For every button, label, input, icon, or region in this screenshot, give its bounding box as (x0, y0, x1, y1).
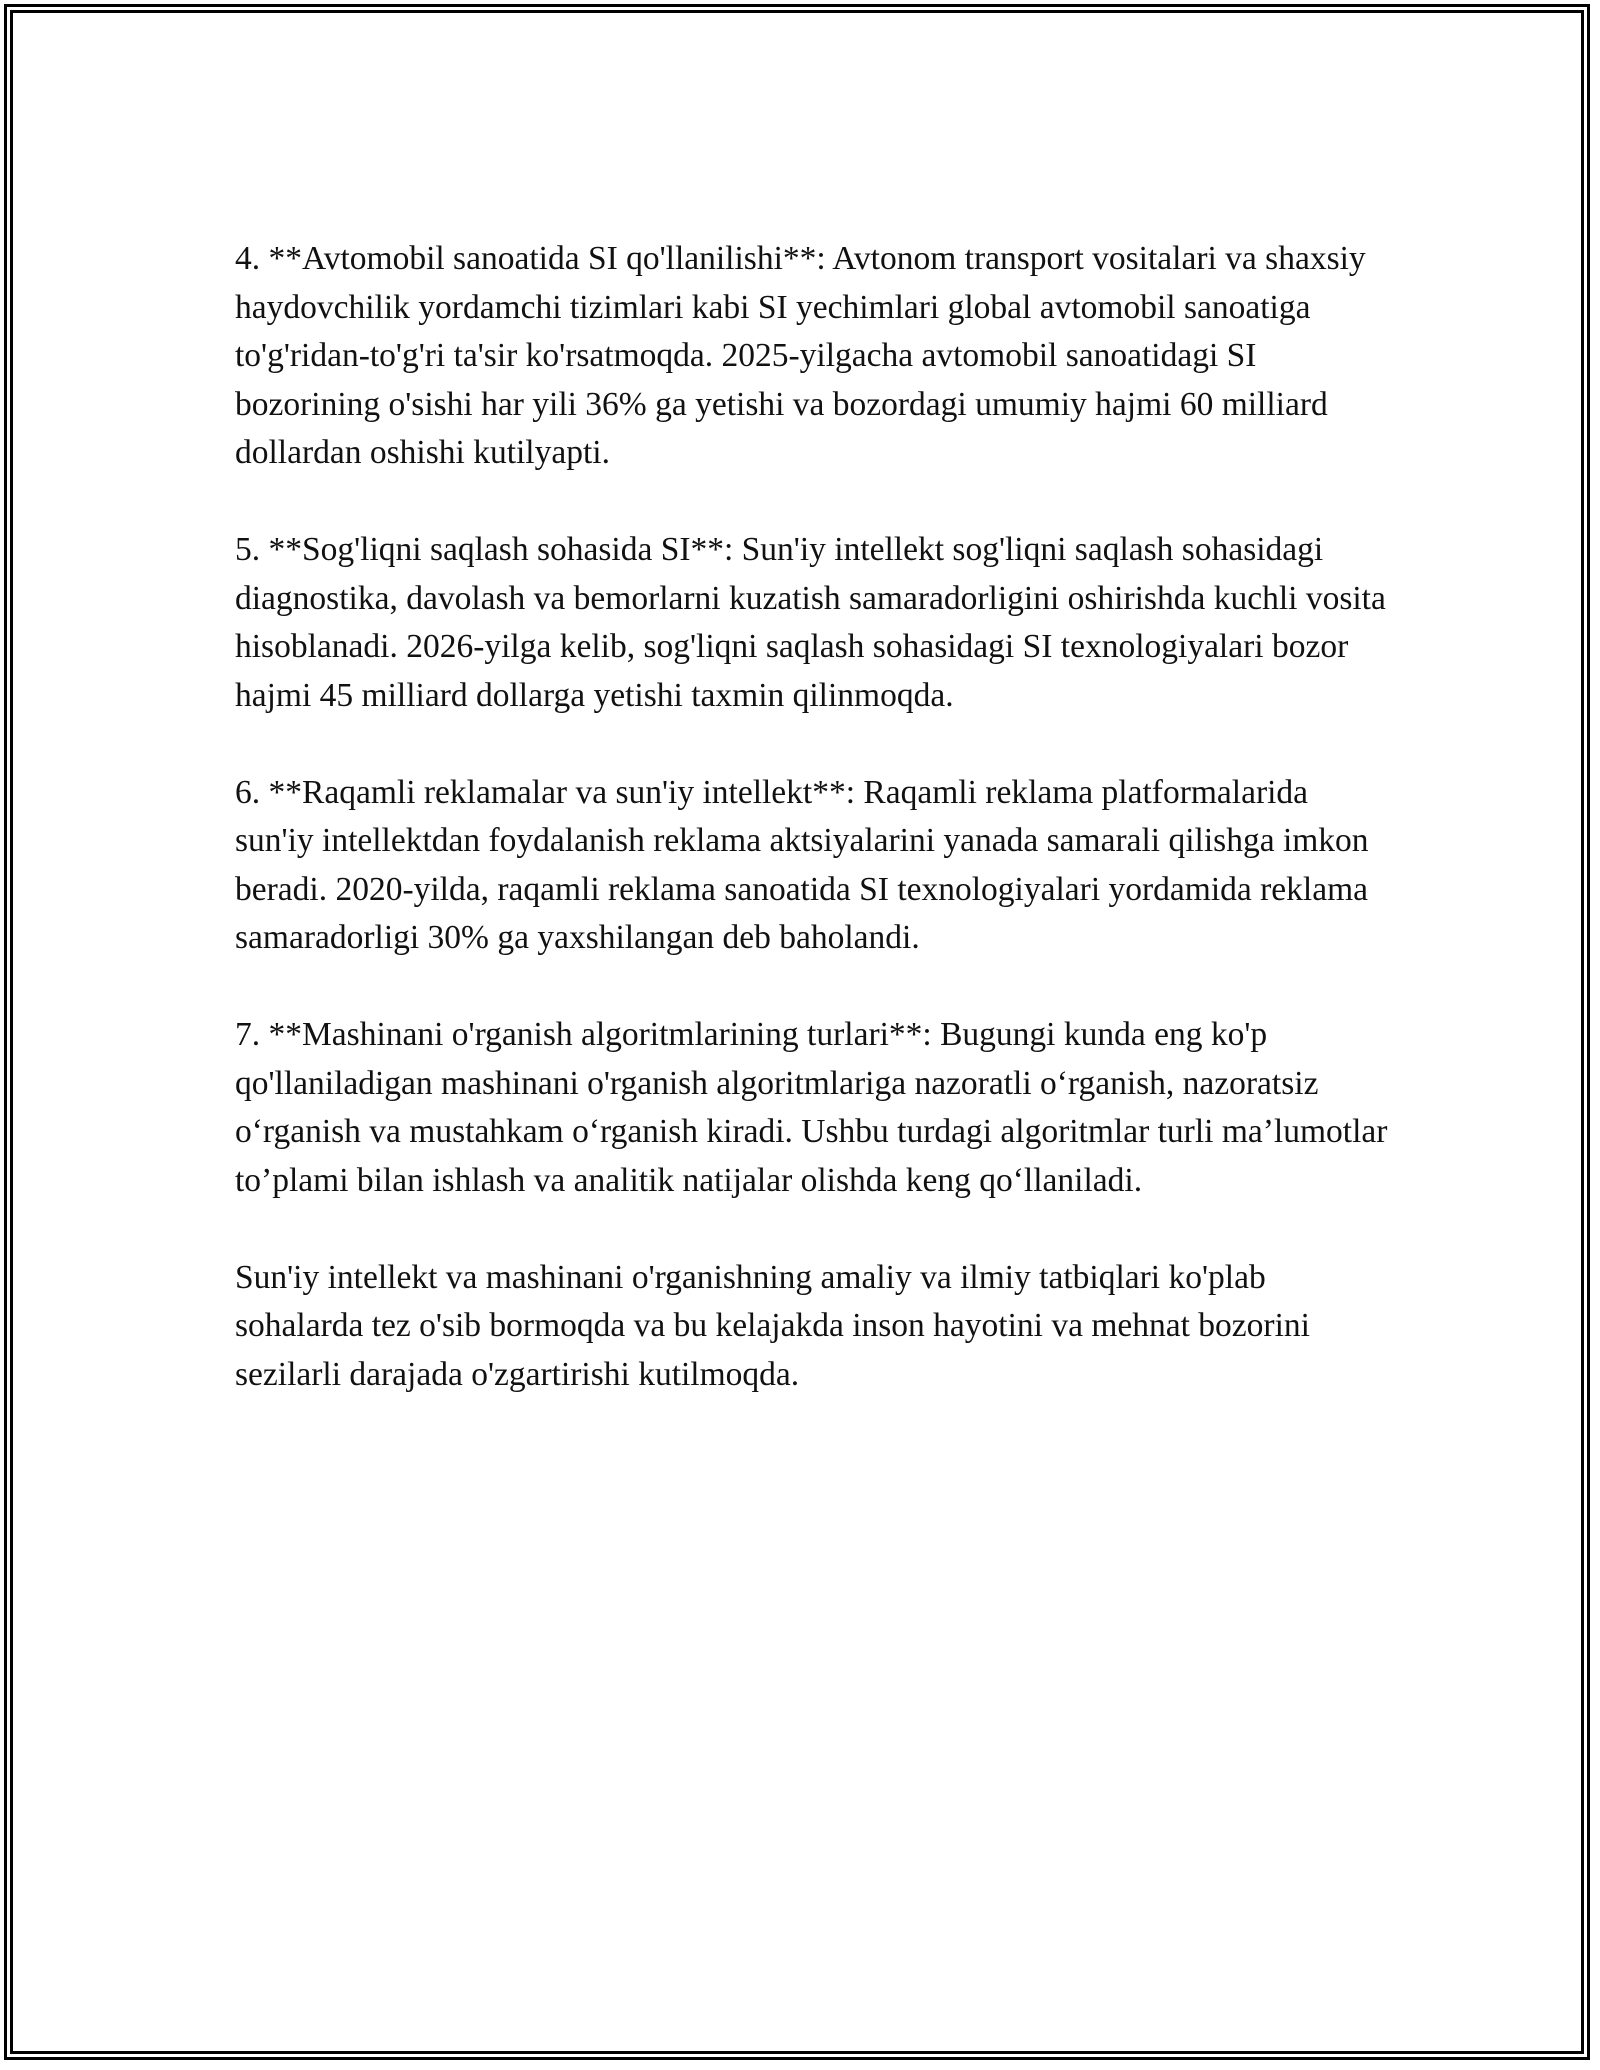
paragraph-digital-advertising-ai: 6. **Raqamli reklamalar va sun'iy intellekt**: Raqamli reklama platformalarida sun'iy intellektdan foydalanish reklama aktsiyalarini yanada samarali qilishga imkon beradi. 2020-yilda, raqamli reklama sanoatida SI texnologiyalari yordamida reklama samaradorligi 30% ga yaxshilangan deb baholandi. (235, 773, 1369, 956)
paragraph-ml-algorithm-types: 7. **Mashinani o'rganish algoritmlarining turlari**: Bugungi kunda eng ko'p qo'llaniladigan mashinani o'rganish algoritmlariga nazoratli o‘rganish, nazoratsiz o‘rganish va mustahkam o‘rganish kiradi. Ushbu turdagi algoritmlar turli ma’lumotlar to’plami bilan ishlash va analitik natijalar olishda keng qo‘llaniladi. (235, 1016, 1388, 1199)
document-body (235, 235, 1390, 1399)
paragraph-automotive-ai: 4. **Avtomobil sanoatida SI qo'llanilishi**: Avtonom transport vositalari va shaxsiy haydovchilik yordamchi tizimlari kabi SI yechimlari global avtomobil sanoatiga to'g'ridan-to'g'ri ta'sir ko'rsatmoqda. 2025-yilgacha avtomobil sanoatidagi SI bozorining o'sishi har yili 36% ga yetishi va bozordagi umumiy hajmi 60 milliard dollardan oshishi kutilyapti. (235, 240, 1366, 471)
paragraph-conclusion: Sun'iy intellekt va mashinani o'rganishning amaliy va ilmiy tatbiqlari ko'plab sohalarda tez o'sib bormoqda va bu kelajakda inson hayotini va mehnat bozorini sezilarli darajada o'zgartirishi kutilmoqda. (235, 1258, 1310, 1393)
paragraph-healthcare-ai: 5. **Sog'liqni saqlash sohasida SI**: Sun'iy intellekt sog'liqni saqlash sohasidagi diagnostika, davolash va bemorlarni kuzatish samaradorligini oshirishda kuchli vosita hisoblanadi. 2026-yilga kelib, sog'liqni saqlash sohasidagi SI texnologiyalari bozor hajmi 45 milliard dollarga yetishi taxmin qilinmoqda. (235, 531, 1386, 714)
